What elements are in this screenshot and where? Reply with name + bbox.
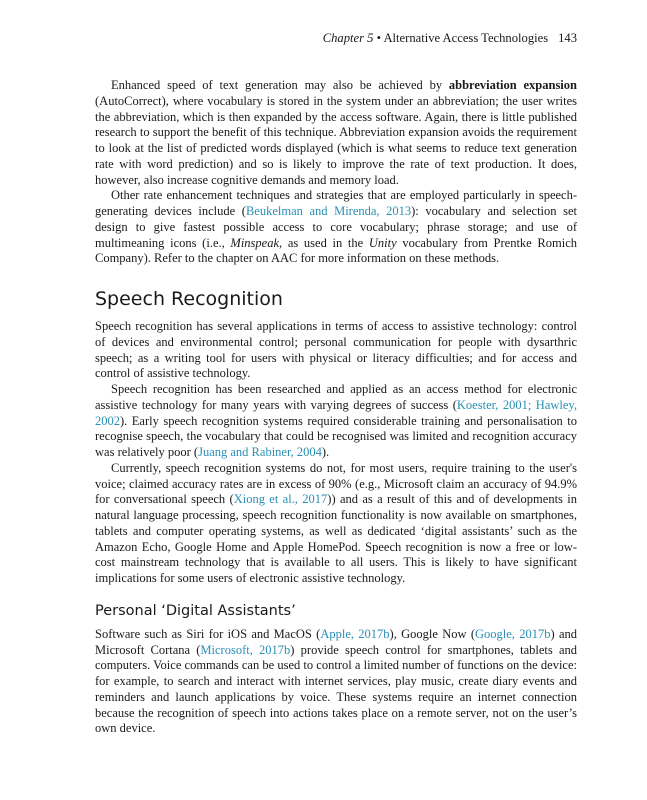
text-run: ). Early speech recognition systems required considerable training and personalisation to recognise speech, the vocabulary that could be recognised was limited and recognition accuracy was relatively poor ( [95,413,577,459]
citation-link[interactable]: Google, 2017b [475,626,551,641]
subsection-heading: Personal ‘Digital Assistants’ [95,602,296,619]
paragraph-rate-enhancement [95,188,577,267]
text-run: (AutoCorrect), where vocabulary is stored in the system under an abbreviation; the user writes the abbreviation, which is then expanded by the access software. Again, there is little published research to support the benefit of this technique. Abbreviation expansion avoids the requirement to look at the list of predicted words displayed (which is what seems to reduce text generation rate with word prediction) and so is likely to improve the rate of text production. It does, however, also increase cognitive demands and memory load. [95,93,577,187]
bold-term: abbreviation expansion [448,78,577,92]
text-run: , as used in the [279,235,369,250]
page-number: 143 [558,31,577,45]
citation-link[interactable]: Juang and Rabiner, 2004 [198,445,322,459]
header-separator: • [373,31,384,45]
citation-link[interactable]: Xiong et al., 2017 [233,492,328,507]
header-chapter: Chapter 5 [322,31,374,45]
text-run: ): vocabulary and selection set design to give fastest possible access to core vocabulary; phrase storage; and use of multimeaning icons (i.e., [95,204,577,250]
text-run: Speech recognition has several applications in terms of access to assistive technology: control of devices and environmental control; personal communication for people with dysarthric speech; as a writing tool for users with physical or literacy difficulties; and for access and control of assistive technology. [95,319,577,381]
paragraph-speech-applications [95,319,577,382]
text-run: vocabulary from Prentke Romich Company). Refer to the chapter on AAC for more information on these methods. [95,235,577,266]
citation-link[interactable]: Koester, 2001; Hawley, 2002 [95,397,577,428]
text-run: )) and as a result of this and of developments in natural language processing, speech recognition functionality is now available on smartphones, tablets and computer operating systems, as well as dedicated ‘digital assistants’ such as the Amazon Echo, Google Home and Apple HomePod. Speech recognition is now a free or low-cost mainstream technology that is available to all users. This is likely to have significant implications for some users of electronic assistive technology. [95,492,577,585]
header-title: Alternative Access Technologies [383,31,549,45]
text-run: Enhanced speed of text generation may also be achieved by [111,78,449,92]
paragraph-digital-assistants [95,627,577,737]
section-heading: Speech Recognition [95,288,283,310]
text-run: Other rate enhancement techniques and strategies that are employed particularly in speech-generating devices include ( [95,188,577,218]
text-run: ) provide speech control for smartphones, tablets and computers. Voice commands can be used to control a limited number of functions on the device: for example, to search and interact with internet services, play music, create diary events and reminders and launch applications by voice. These systems require an internet connection because the recognition of speech into actions takes place on a remote server, not on the user’s own device. [95,642,577,736]
text-run: ). [321,445,330,459]
italic-term: Minspeak [230,235,280,250]
running-header [95,31,577,51]
paragraph-speech-history [95,382,577,461]
citation-link[interactable]: Beukelman and Mirenda, 2013 [245,204,412,218]
paragraph-speech-current [95,461,577,587]
text-run: ), Google Now ( [389,626,475,641]
italic-term: Unity [368,235,397,250]
text-run: Speech recognition has been researched and applied as an access method for electronic assistive technology for many years with varying degrees of success ( [95,382,577,412]
text-run: Software such as Siri for iOS and MacOS ( [95,626,321,641]
citation-link[interactable]: Microsoft, 2017b [200,642,291,657]
paragraph-abbreviation-expansion [95,78,577,188]
citation-link[interactable]: Apple, 2017b [320,626,390,641]
text-run: ) and Microsoft Cortana ( [95,626,577,657]
text-run: Currently, speech recognition systems do not, for most users, require training to the user's voice; claimed accuracy rates are in excess of 90% (e.g., Microsoft claim an accuracy of 94.9% for conversational speech ( [95,460,577,507]
page-body [95,78,577,737]
